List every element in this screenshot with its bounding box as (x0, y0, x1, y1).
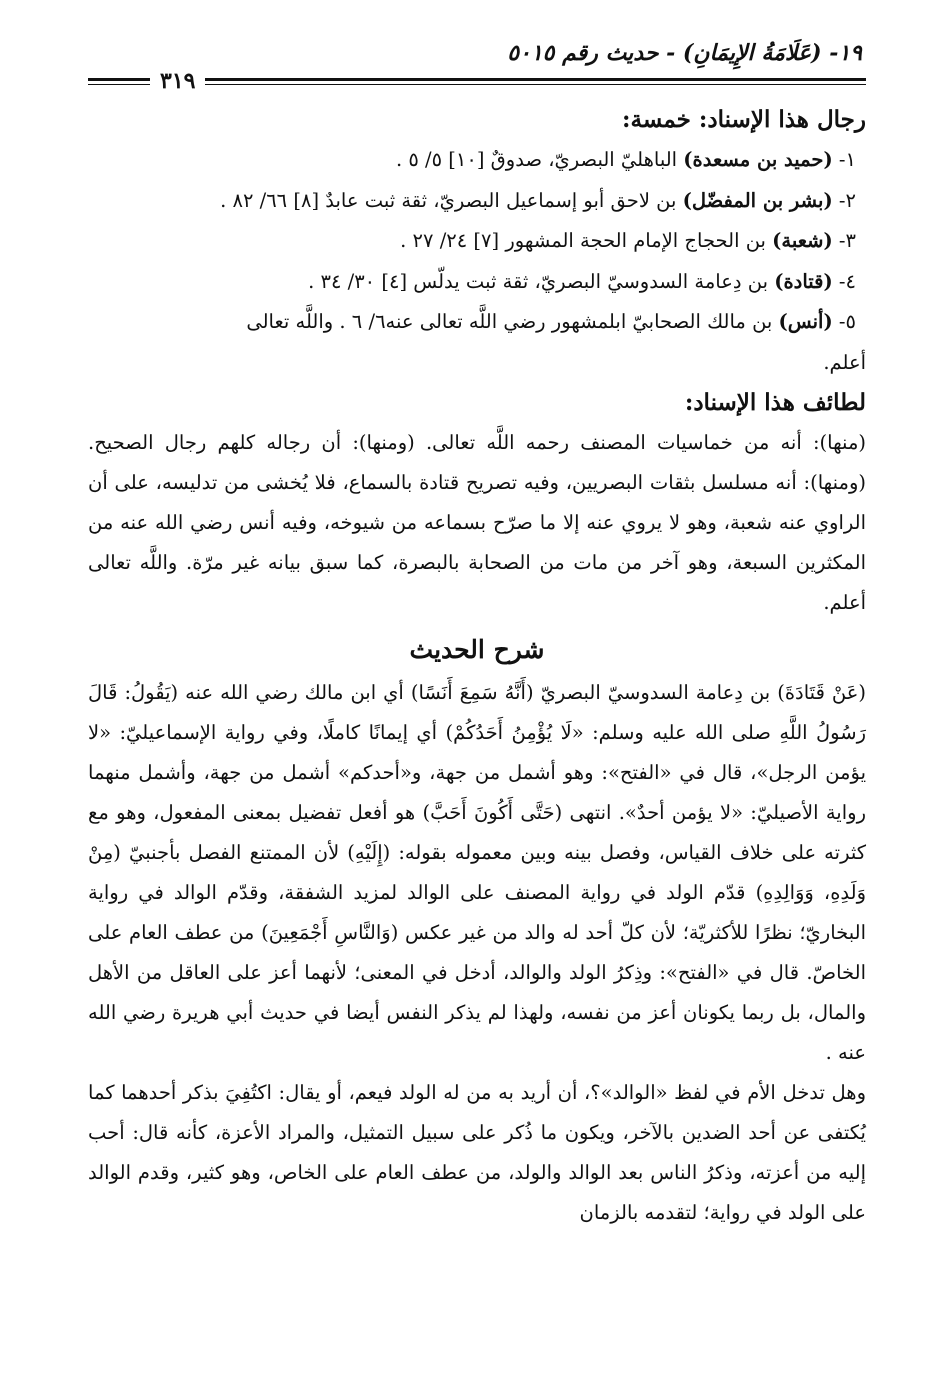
header-rule (88, 70, 866, 92)
commentary-paragraph-1: (عَنْ قَتَادَةَ) بن دِعامة السدوسيّ البصريّ (أَنَّهُ سَمِعَ أَنَسًا) أي ابن مالك رضي الله عنه (يَقُولُ: قَالَ رَسُولُ اللَّهِ صلى الله عليه وسلم: «لَا يُؤْمِنُ أَحَدُكُمْ) أي إيمانًا كاملًا، وفي رواية الإسماعيليّ: «لا يؤمن الرجل»، قال في «الفتح»: وهو أشمل من جهة، و«أحدكم» أشمل من جهة، وأشمل منهما رواية الأصيليّ: «لا يؤمن أحدٌ». انتهى (حَتَّى أَكُونَ أَحَبَّ) هو أفعل تفضيل بمعنى المفعول، وهو مع كثرته على خلاف القياس، وفصل بينه وبين معموله بقوله: (إِلَيْهِ) لأن الممتنع الفصل بأجنبيّ (مِنْ وَلَدِهِ، وَوَالِدِهِ) قدّم الولد في رواية المصنف على الوالد لمزيد الشفقة، وقدّم الوالد في رواية البخاريّ؛ نظرًا للأكثريّة؛ لأن كلّ أحد له والد من غير عكس (وَالنَّاسِ أَجْمَعِينَ) من عطف العام على الخاصّ. قال في «الفتح»: وذِكرُ الولد والوالد، أدخل في المعنى؛ لأنهما أعز على العاقل من الأهل والمال، بل ربما يكونان أعز من نفسه، ولهذا لم يذكر النفس أيضا في حديث أبي هريرة رضي الله عنه . (88, 680, 866, 1064)
narrator-name: (قتادة) (774, 269, 833, 293)
header-short-line (88, 78, 150, 85)
subtleties-heading: لطائف هذا الإسناد: (684, 388, 866, 416)
narrator-tail: أعلم. (823, 350, 866, 374)
subtleties-text: (منها): أنه من خماسيات المصنف رحمه اللَّه تعالى. (ومنها): أن رجاله كلهم رجال الصحيح. (ومنها): أنه مسلسل بثقات البصريين، وفيه تصريح قتادة بالسماع، فلا يُخشى من تدليسه، على أن الراوي عنه شعبة، وهو لا يروي عنه إلا ما صرّح بسماعه من شيوخه، وفيه أنس رضي الله عنه من المكثرين السبعة، وهو آخر من مات من الصحابة بالبصرة، كما سبق بيانه غير مرّة. واللَّه تعالى أعلم. (88, 430, 866, 614)
men-heading: رجال هذا الإسناد: خمسة: (622, 106, 866, 133)
page-number: ٣١٩ (160, 68, 196, 94)
narrator-item: ٣- (شعبة) بن الحجاج الإمام الحجة المشهور [٧] ٢٤/ ٢٧ . (400, 229, 856, 252)
narrator-item: ٢- (بشر بن المفضّل) بن لاحق أبو إسماعيل البصريّ، ثقة ثبت عابدٌ [٨] ٦٦/ ٨٢ . (220, 188, 856, 212)
page-content (88, 38, 866, 1233)
narrator-item: ٤- (قتادة) بن دِعامة السدوسيّ البصريّ، ثقة ثبت يدلّس [٤] ٣٠/ ٣٤ . (308, 269, 856, 293)
commentary-heading: شرح الحديث (409, 634, 545, 664)
narrator-name: (شعبة) (772, 229, 833, 252)
narrator-name: (حميد بن مسعدة) (683, 148, 833, 171)
header-title: ١٩- (عَلَامَةُ الإِيمَانِ) - حديث رقم ٥٠١٥ (507, 40, 862, 66)
narrator-name: (أنس) (778, 310, 833, 333)
header-double-line (205, 78, 866, 85)
men-list (88, 140, 866, 383)
narrator-name: (بشر بن المفضّل) (682, 188, 833, 212)
narrator-item: ١- (حميد بن مسعدة) الباهليّ البصريّ، صدوقٌ [١٠] ٥/ ٥ . (395, 148, 856, 171)
narrator-item: ٥- (أنس) بن مالك الصحابيّ ابلمشهور رضي اللَّه تعالى عنه٦/ ٦ . واللَّه تعالى (246, 310, 856, 333)
commentary-paragraph-2: وهل تدخل الأم في لفظ «الوالد»؟، أن أريد به من له الولد فيعم، أو يقال: اكتُفِيَ بذكر أحدهما كما يُكتفى عن أحد الضدين بالآخر، ويكون ما ذُكر على سبيل التمثيل، والمراد الأعزة، كأنه قال: أحب إليه من أعزته، وذكرُ الناس بعد الوالد والولد، من عطف العام على الخاص، وهو كثير، وقدم الوالد على الولد في رواية؛ لتقدمه بالزمان (88, 1080, 866, 1224)
running-header (88, 38, 866, 92)
